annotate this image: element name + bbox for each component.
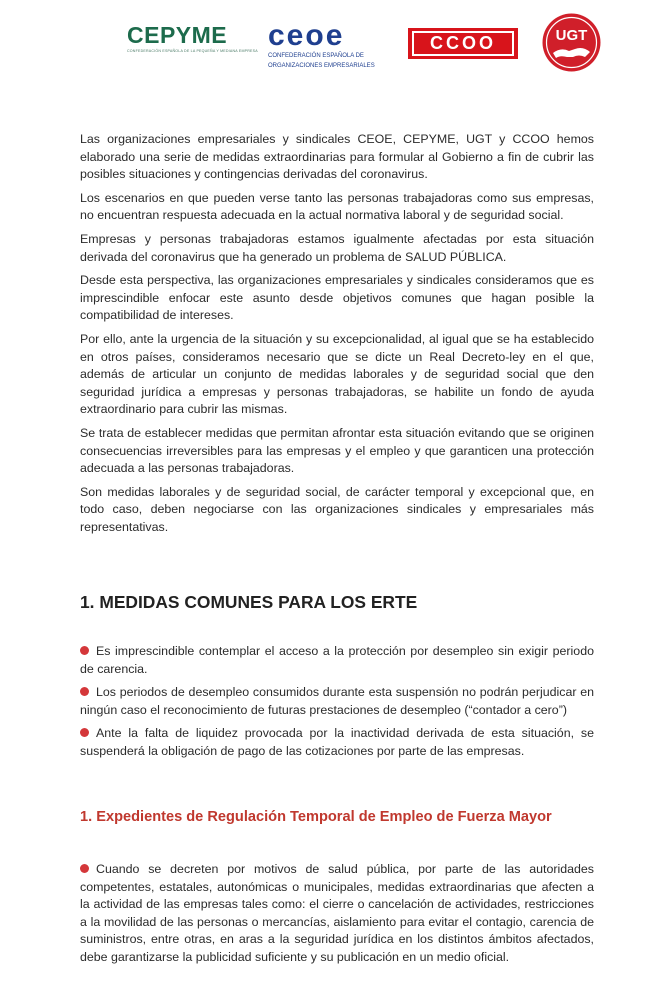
ccoo-wordmark: CCOO [412, 31, 514, 56]
bullet-dot-icon [80, 687, 89, 696]
cepyme-logo [127, 22, 258, 53]
bullet-text: Los periodos de desempleo consumidos durante esta suspensión no podrán perjudicar en ningún caso el reconocimiento de futuras prestaciones de desempleo (“contador a cero”) [80, 685, 594, 717]
bullet-item [80, 725, 594, 760]
ceoe-logo [268, 19, 375, 70]
bullet-text: Cuando se decreten por motivos de salud pública, por parte de las autoridades competentes, estatales, autonómicas o municipales, medidas extraordinarias que afecten a la actividad de las empresas tales como: el cierre o cancelación de actividades, restricciones a la movilidad de las personas o mercancías, aislamiento para evitar el contagio, carencia de suministros, entre otras, en aras a la seguridad jurídica en los distintos ámbitos afectados, debe garantizarse la publicidad suficiente y su publicación en un medio oficial. [80, 862, 594, 964]
ceoe-tagline-1: CONFEDERACIÓN ESPAÑOLA DE [268, 53, 364, 59]
bullet-item [80, 643, 594, 678]
ceoe-tagline-2: ORGANIZACIONES EMPRESARIALES [268, 63, 375, 69]
bullet-dot-icon [80, 728, 89, 737]
bullet-dot-icon [80, 864, 89, 873]
bullet-item [80, 684, 594, 719]
intro-paragraph: Las organizaciones empresariales y sindicales CEOE, CEPYME, UGT y CCOO hemos elaborado una serie de medidas extraordinarias para formular al Gobierno a fin de cubrir las posibles situaciones y contingencias derivadas del coronavirus. [80, 132, 594, 182]
cepyme-tagline: CONFEDERACIÓN ESPAÑOLA DE LA PEQUEÑA Y MEDIANA EMPRESA [127, 49, 258, 53]
intro-paragraph: Son medidas laborales y de seguridad social, de carácter temporal y excepcional que, en todo caso, deben negociarse con las organizaciones sindicales y empresariales más representativas. [80, 484, 594, 534]
intro-paragraph: Los escenarios en que pueden verse tanto las personas trabajadoras como sus empresas, no encuentran respuesta adecuada en la actual normativa laboral y de seguridad social. [80, 190, 594, 223]
section-title: 1. MEDIDAS COMUNES PARA LOS ERTE [80, 592, 418, 612]
intro-paragraph: Por ello, ante la urgencia de la situación y su excepcionalidad, al igual que se ha establecido en otros países, consideramos necesario que se dicte un Real Decreto-ley en el que, además de articular un conjunto de medidas laborales y de seguridad social que den seguridad jurídica a empresas y personas trabajadoras, se habilite un fondo de ayuda extraordinario para cubrir las mismas. [80, 331, 594, 417]
ugt-emblem-icon [541, 13, 602, 72]
bullet-text: Ante la falta de liquidez provocada por la inactividad derivada de esta situación, se suspenderá la obligación de pago de las cotizaciones por parte de las empresas. [80, 726, 594, 758]
subsection-title: 1. Expedientes de Regulación Temporal de Empleo de Fuerza Mayor [80, 809, 552, 825]
section-bullets [80, 643, 594, 767]
bullet-dot-icon [80, 646, 89, 655]
bullet-text: Es imprescindible contemplar el acceso a la protección por desempleo sin exigir periodo de carencia. [80, 644, 594, 676]
cepyme-wordmark: CEPYME [127, 22, 228, 48]
intro-text [80, 131, 594, 542]
subsection-bullets [80, 861, 594, 973]
bullet-item [80, 861, 594, 967]
ceoe-wordmark: ceoe [268, 19, 345, 52]
logo-bar [0, 0, 652, 90]
intro-paragraph: Desde esta perspectiva, las organizaciones empresariales y sindicales consideramos que es imprescindible enfocar este asunto desde objetivos comunes que hagan posible la compatibilidad de intereses. [80, 273, 594, 323]
ugt-logo [541, 13, 602, 72]
intro-paragraph: Se trata de establecer medidas que permitan afrontar esta situación evitando que se originen consecuencias irreversibles para las empresas y el empleo y que garanticen una protección adecuada a las personas trabajadoras. [80, 425, 594, 476]
ccoo-logo [408, 28, 518, 59]
svg-text:UGT: UGT [555, 27, 588, 44]
intro-paragraph: Empresas y personas trabajadoras estamos igualmente afectadas por esta situación derivada del coronavirus que ha generado un problema de SALUD PÚBLICA. [80, 231, 594, 264]
